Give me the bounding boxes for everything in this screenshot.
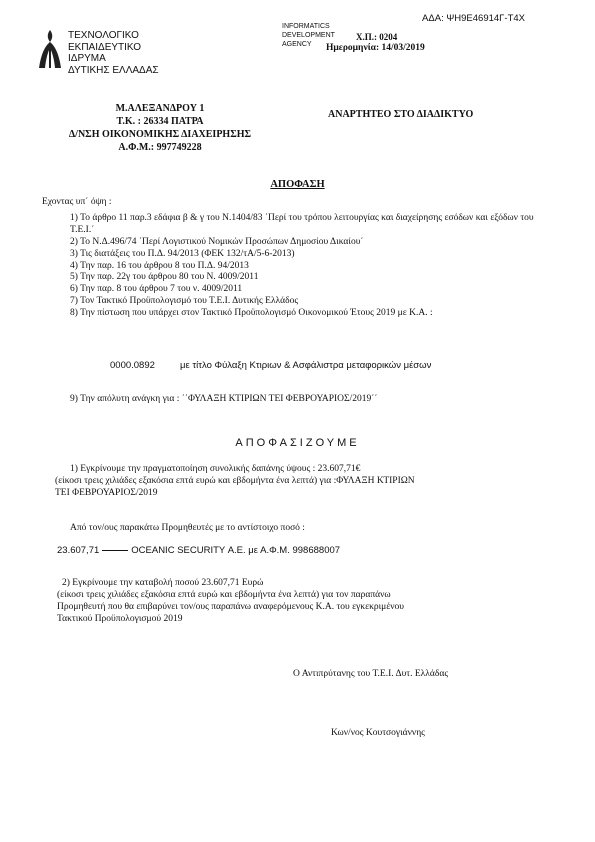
consideration-item: 7) Τον Τακτικό Προϋπολογισμό του Τ.Ε.Ι. Δυτικής Ελλάδος bbox=[70, 296, 299, 307]
budget-code-row bbox=[110, 360, 432, 372]
consideration-item: 9) Την απόλυτη ανάγκη για : ΄΄ΦΥΛΑΞΗ ΚΤΙΡΙΩΝ ΤΕΙ ΦΕΒΡΟΥΑΡΙΟΣ/2019΄΄ bbox=[70, 394, 378, 404]
payee-amount: 23.607,71 bbox=[57, 545, 100, 556]
paragraph-line: 1) Εγκρίνουμε την πραγματοποίηση συνολικής δαπάνης ύψους : 23.607,71€ bbox=[70, 464, 361, 474]
consideration-item: 5) Την παρ. 22γ του άρθρου 80 του Ν. 4009/2011 bbox=[70, 272, 259, 283]
address-line: Α.Φ.Μ.: 997749228 bbox=[118, 142, 202, 153]
given-intro: Εχοντας υπ΄ όψη : bbox=[42, 197, 112, 207]
institution-line: ΕΚΠΑΙΔΕΥΤΙΚΟ bbox=[68, 41, 142, 53]
address-line: Δ/ΝΣΗ ΟΙΚΟΝΟΜΙΚΗΣ ΔΙΑΧΕΙΡΗΣΗΣ bbox=[68, 129, 252, 140]
consideration-item: 2) Το Ν.Δ.496/74 ΄Περί Λογιστικού Νομικών Προσώπων Δημοσίου Δικαίου΄ bbox=[70, 236, 364, 247]
considerations-list bbox=[70, 213, 540, 320]
consideration-item: 1) Το άρθρο 11 παρ.3 εδάφια β & γ του Ν.1404/83 ΄Περί του τρόπου λειτουργίας και διαχείρησης εσόδων και εξόδων του Τ.Ε.Ι.΄ bbox=[70, 213, 534, 235]
posted-online-note: ΑΝΑΡΤΗΤΕΟ ΣΤΟ ΔΙΑΔΙΚΤΥΟ bbox=[328, 109, 474, 120]
signatory-name: Κων/νος Κουτσογιάννης bbox=[331, 728, 425, 738]
we-decide-heading: ΑΠΟΦΑΣΙΖΟΥΜΕ bbox=[235, 437, 360, 449]
paragraph-line: Τακτικού Προϋπολογισμού 2019 bbox=[57, 614, 183, 624]
consideration-item: 3) Τις διατάξεις του Π.Δ. 94/2013 (ΦΕΚ 132/τΑ/5-6-2013) bbox=[70, 248, 295, 259]
reference-number: Χ.Π.: 0204 bbox=[356, 32, 398, 42]
paragraph-line: (είκοσι τρεις χιλιάδες εξακόσια επτά ευρώ και εβδομήντα ένα λεπτά) για τον παραπάνω bbox=[57, 590, 391, 600]
agency-line: INFORMATICS bbox=[282, 23, 330, 30]
consideration-item: 8) Την πίστωση που υπάρχει στον Τακτικό Προϋπολογισμό Οικονομικού Έτους 2019 με Κ.Α. : bbox=[70, 308, 433, 318]
paragraph-line: ΤΕΙ ΦΕΒΡΟΥΑΡΙΟΣ/2019 bbox=[55, 488, 158, 498]
payment-paragraph bbox=[57, 577, 547, 625]
document-date: Ημερομηνία: 14/03/2019 bbox=[326, 43, 425, 53]
payee-name: OCEANIC SECURITY Α.Ε. με Α.Φ.Μ. 998688007 bbox=[131, 545, 341, 556]
payee-row bbox=[57, 545, 340, 557]
signatory-role: Ο Αντιπρύτανης του Τ.Ε.Ι. Δυτ. Ελλάδας bbox=[293, 669, 449, 679]
paragraph-line: 2) Εγκρίνουμε την καταβολή ποσού 23.607,71 Ευρώ bbox=[62, 578, 264, 588]
ada-code: ΑΔΑ: ΨΗ9Ε46914Γ-Τ4Χ bbox=[422, 13, 525, 24]
consideration-item: 4) Την παρ. 16 του άρθρου 8 του Π.Δ. 94/2013 bbox=[70, 260, 249, 271]
decision-title: ΑΠΟΦΑΣΗ bbox=[270, 179, 325, 190]
institution-line: ΤΕΧΝΟΛΟΓΙΚΟ bbox=[68, 30, 139, 41]
institution-line: ΙΔΡΥΜΑ bbox=[68, 53, 106, 64]
institution-line: ΔΥΤΙΚΗΣ ΕΛΛΑΔΑΣ bbox=[68, 64, 159, 76]
paragraph-line: Προμηθευτή που θα επιβαρύνει τον/ους παραπάνω αναφερόμενους Κ.Α. του εγκεκριμένου bbox=[57, 602, 404, 612]
suppliers-intro: Από τον/ους παρακάτω Προμηθευτές με το αντίστοιχο ποσό : bbox=[70, 523, 305, 533]
agency-line: AGENCY bbox=[282, 41, 312, 48]
address-line: Μ.ΑΛΕΞΑΝΔΡΟΥ 1 bbox=[115, 103, 205, 114]
institution-logo-icon bbox=[35, 28, 65, 70]
dash-separator bbox=[102, 550, 128, 551]
paragraph-line: (είκοσι τρεις χιλιάδες εξακόσια επτά ευρώ και εβδομήντα ένα λεπτά) για :ΦΥΛΑΞΗ ΚΤΙΡΙΩΝ bbox=[55, 476, 415, 486]
budget-code-title: με τίτλο Φύλαξη Κτιριων & Ασφάλιστρα μεταφορικών μέσων bbox=[180, 360, 432, 371]
consideration-item: 6) Την παρ. 8 του άρθρου 7 του ν. 4009/2011 bbox=[70, 284, 243, 295]
address-block bbox=[40, 102, 280, 154]
budget-code: 0000.0892 bbox=[110, 360, 155, 371]
agency-line: DEVELOPMENT bbox=[282, 32, 335, 39]
address-line: Τ.Κ. : 26334 ΠΑΤΡΑ bbox=[116, 116, 204, 127]
institution-name bbox=[68, 30, 159, 76]
approval-paragraph bbox=[55, 463, 545, 499]
